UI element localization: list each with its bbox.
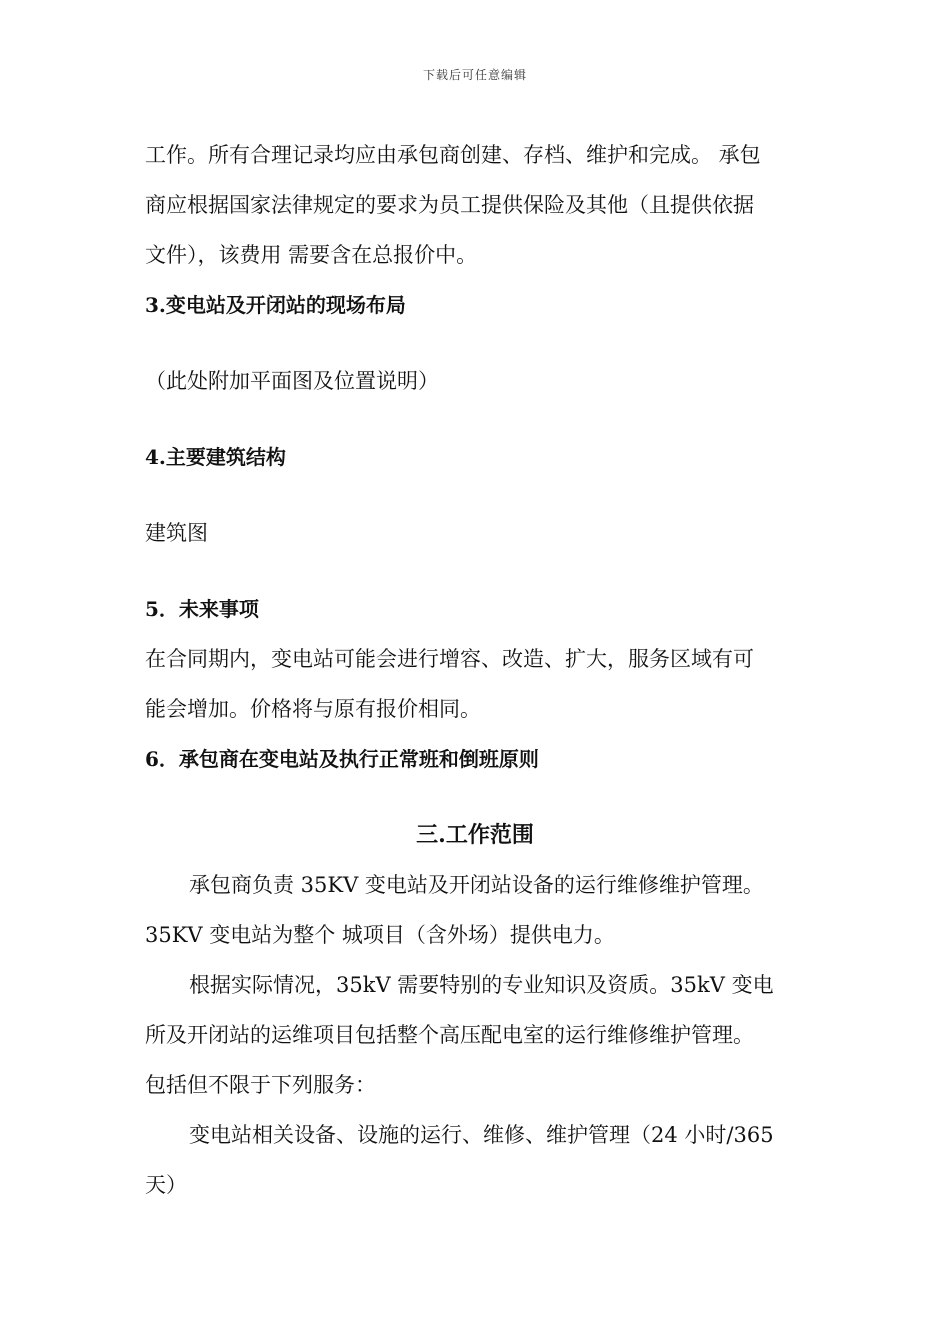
document-body — [145, 130, 805, 1210]
section-5-heading: 5．未来事项 — [145, 597, 259, 621]
section-4-body: 建筑图 — [145, 521, 208, 545]
chapter-3-p1-line-1: 承包商负责 35KV 变电站及开闭站设备的运行维修维护管理。 — [189, 873, 764, 897]
chapter-3-p2-line-1: 根据实际情况，35kV 需要特别的专业知识及资质。35kV 变电 — [189, 973, 774, 997]
section-6-heading: 6．承包商在变电站及执行正常班和倒班原则 — [145, 747, 539, 771]
chapter-3-p1-line-2: 35KV 变电站为整个 城项目（含外场）提供电力。 — [145, 923, 615, 947]
page-header: 下载后可任意编辑 — [422, 68, 527, 82]
para1-line-1: 工作。所有合理记录均应由承包商创建、存档、维护和完成。 承包 — [145, 143, 761, 167]
chapter-3-title: 三.工作范围 — [416, 822, 534, 848]
section-5-line-2: 能会增加。价格将与原有报价相同。 — [145, 697, 481, 721]
para1-line-3: 文件），该费用 需要含在总报价中。 — [145, 243, 478, 267]
para1-line-2: 商应根据国家法律规定的要求为员工提供保险及其他（且提供依据 — [145, 193, 754, 217]
section-5-line-1: 在合同期内，变电站可能会进行增容、改造、扩大，服务区域有可 — [145, 647, 754, 671]
chapter-3-p3-line-2: 天） — [145, 1173, 187, 1197]
chapter-3-p2-line-2: 所及开闭站的运维项目包括整个高压配电室的运行维修维护管理。 — [145, 1023, 754, 1047]
section-3-body: （此处附加平面图及位置说明） — [145, 369, 439, 393]
chapter-3-p3-line-1: 变电站相关设备、设施的运行、维修、维护管理（24 小时/365 — [189, 1123, 774, 1147]
chapter-3-p2-line-3: 包括但不限于下列服务： — [145, 1073, 376, 1097]
section-3-heading: 3.变电站及开闭站的现场布局 — [145, 293, 406, 317]
section-4-heading: 4.主要建筑结构 — [145, 445, 286, 469]
